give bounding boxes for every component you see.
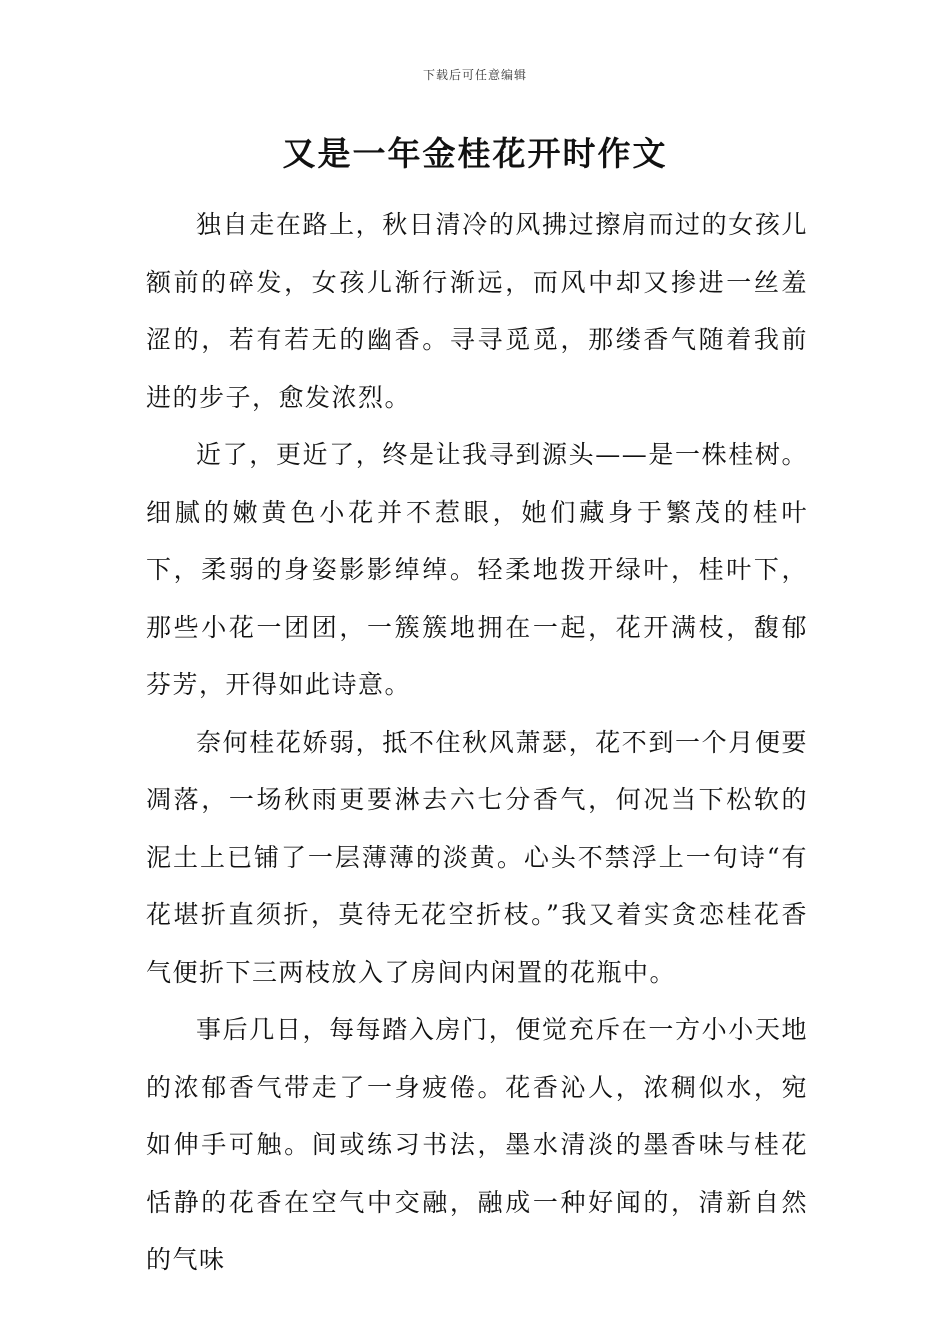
- paragraph-2: 近了，更近了，终是让我寻到源头——是一株桂树。细腻的嫩黄色小花并不惹眼，她们藏身于繁茂的桂叶下，柔弱的身姿影影绰绰。轻柔地拨开绿叶，桂叶下，那些小花一团团，一簇簇地拥在一起，花开满枝，馥郁芬芳，开得如此诗意。: [146, 440, 808, 699]
- document-body: [146, 196, 808, 1289]
- paragraph-3: 奈何桂花娇弱，抵不住秋风萧瑟，花不到一个月便要凋落，一场秋雨更要淋去六七分香气，何况当下松软的泥土上已铺了一层薄薄的淡黄。心头不禁浮上一句诗“有花堪折直须折，莫待无花空折枝。”我又着实贪恋桂花香气便折下三两枝放入了房间内闲置的花瓶中。: [146, 727, 808, 987]
- paragraph-4: 事后几日，每每踏入房门，便觉充斥在一方小小天地的浓郁香气带走了一身疲倦。花香沁人，浓稠似水，宛如伸手可触。间或练习书法，墨水清淡的墨香味与桂花恬静的花香在空气中交融，融成一种好闻的，清新自然的气味: [146, 1015, 808, 1274]
- document-title: 又是一年金桂花开时作文: [282, 134, 668, 173]
- header-note: 下载后可任意编辑: [422, 68, 527, 82]
- paragraph-1: 独自走在路上，秋日清冷的风拂过擦肩而过的女孩儿额前的碎发，女孩儿渐行渐远，而风中却又掺进一丝羞涩的，若有若无的幽香。寻寻觅觅，那缕香气随着我前进的步子，愈发浓烈。: [146, 210, 808, 412]
